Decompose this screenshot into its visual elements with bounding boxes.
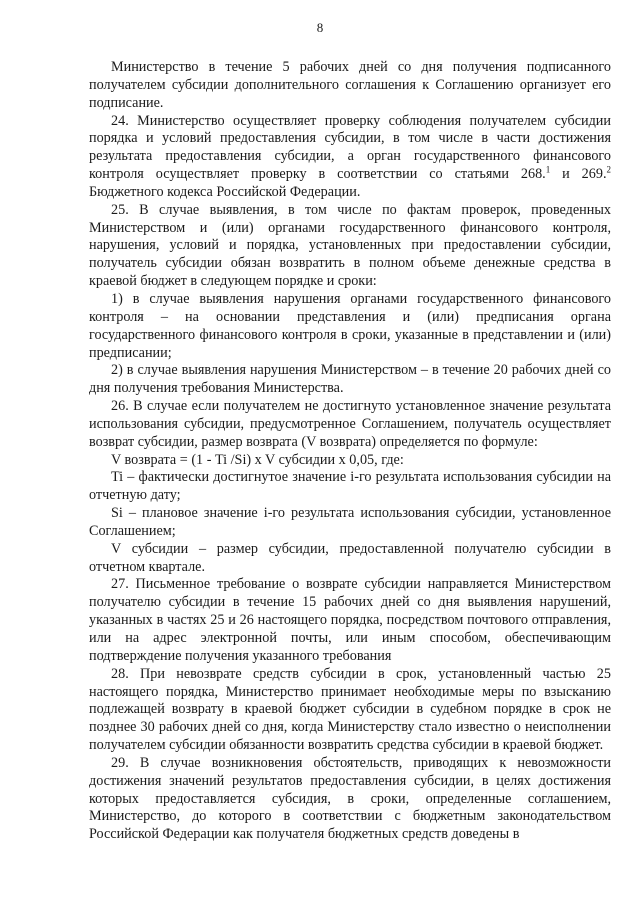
paragraph-24-compliance-check [89, 113, 611, 202]
formula-definition-v-subsidy: V субсидии – размер субсидии, предоставленной получателю субсидии в отчетном квартале. [89, 540, 611, 575]
page-number: 8 [316, 20, 324, 35]
paragraph-24-article-269: и 269. [562, 166, 607, 183]
footnote-mark-2: 2 [606, 164, 612, 175]
refund-formula: V возврата = (1 - Ti /Si) x V субсидии x 0,05, где: [111, 451, 404, 468]
document-body [89, 59, 611, 844]
paragraph-26-refund-formula-intro: 26. В случае если получателем не достигнуто установленное значение результата использования субсидии, предусмотренное Соглашением, получатель осуществляет возврат субсидии, размер возврата (V возврата) определяется по формуле: [89, 398, 611, 450]
paragraph-signing-agreement: Министерство в течение 5 рабочих дней со дня получения подписанного получателем субсидии дополнительного соглашения к Соглашению организует его подписание. [89, 59, 611, 111]
footnote-mark-1: 1 [545, 164, 551, 175]
paragraph-25-item-2: 2) в случае выявления нарушения Министерством – в течение 20 рабочих дней со дня получения требования Министерства. [89, 362, 611, 397]
paragraph-28-non-return: 28. При невозврате средств субсидии в срок, установленный частью 25 настоящего порядка, Министерство принимает необходимые меры по взысканию подлежащей возврату в краевой бюджет субсидии в судебном порядке в срок не позднее 30 рабочих дней со дня, когда Министерству стало известно о неисполнении получателем субсидии обязанности возвратить средства субсидии в краевой бюджет. [89, 665, 611, 754]
paragraph-29-circumstances: 29. В случае возникновения обстоятельств, приводящих к невозможности достижения значений результатов предоставления субсидии, в целях достижения которых предоставляется субсидия, в сроки, определенные соглашением, Министерство, до которого в соответствии с бюджетным законодательством Российской Федерации как получателя бюджетных средств доведены в [89, 754, 611, 843]
paragraph-24-budget-code: Бюджетного кодекса Российской Федерации. [89, 183, 361, 200]
paragraph-25-item-1: 1) в случае выявления нарушения органами государственного финансового контроля – на основании представления и (или) предписания органа государственного финансового контроля в сроки, указанные в представлении и (или) предписании; [89, 290, 611, 361]
formula-definition-ti: Ti – фактически достигнутое значение i-го результата использования субсидии на отчетную дату; [89, 469, 611, 504]
paragraph-25-refund-obligation: 25. В случае выявления, в том числе по фактам проверок, проведенных Министерством и (или) органами государственного финансового контроля, нарушения, условий и порядка, установленных при предоставлении субсидии, получатель субсидии обязан возвратить в полном объеме денежные средства в краевой бюджет в следующем порядке и сроки: [89, 201, 611, 290]
paragraph-27-written-demand: 27. Письменное требование о возврате субсидии направляется Министерством получателю субсидии в течение 15 рабочих дней со дня выявления нарушений, указанных в частях 25 и 26 настоящего порядка, посредством почтового отправления, или на адрес электронной почты, или иным способом, обеспечивающим подтверждение получения указанного требования [89, 576, 611, 664]
paragraph-24-text: 24. Министерство осуществляет проверку соблюдения получателем субсидии порядка и условий предоставления субсидии, в том числе в части достижения результата предоставления субсидии, а орган государственного финансового контроля осуществляет проверку в соответствии со статьями 268. [89, 112, 611, 183]
formula-definition-si: Si – плановое значение i-го результата использования субсидии, установленное Соглашением; [89, 505, 611, 539]
